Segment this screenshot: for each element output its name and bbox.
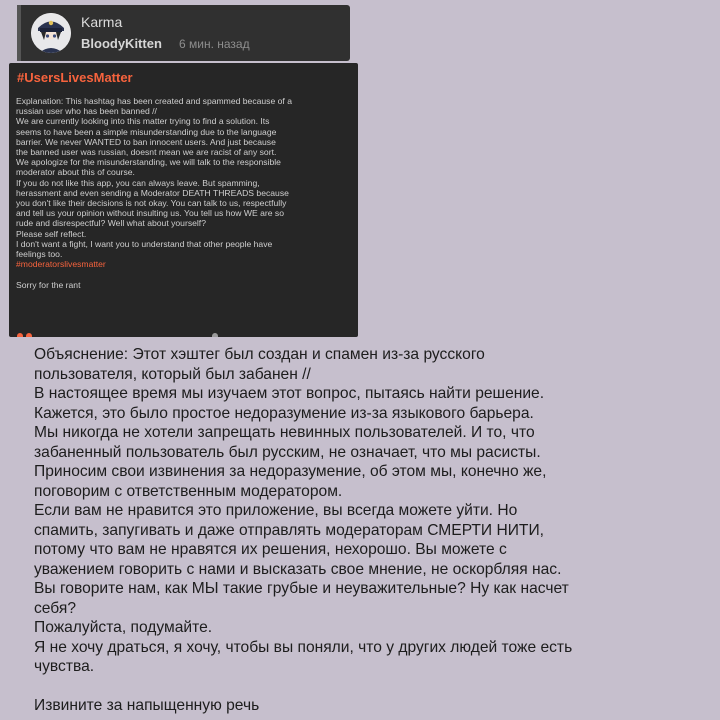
translation-line: В настоящее время мы изучаем этот вопрос, пытаясь найти решение. xyxy=(34,385,545,402)
post-line: the banned user was russian, doesnt mean we are racist of any sort. xyxy=(16,147,277,158)
translation-line: спамить, запугивать и даже отправлять модераторам СМЕРТИ НИТИ, xyxy=(34,521,544,539)
post-closing: Sorry for the rant xyxy=(16,279,81,290)
translation-line: Кажется, это было простое недоразумение из-за языкового барьера. xyxy=(34,404,534,422)
post-line: seems to have been a simple misunderstanding due to the language xyxy=(16,126,277,137)
translation-closing: Извините за напыщенную речь xyxy=(34,697,260,714)
translation-line: Приносим свои извинения за недоразумение, об этом мы, конечно же, xyxy=(34,463,547,480)
translation-line: Пожалуйста, подумайте. xyxy=(34,619,213,636)
translation-line: Мы никогда не хотели запрещать невинных пользователей. И то, что xyxy=(34,424,535,441)
translation-line: себя? xyxy=(34,599,76,617)
comment-icon[interactable] xyxy=(212,333,218,337)
translation-line: забаненный пользователь был русским, не означает, что мы расисты. xyxy=(34,443,541,461)
translation-line: Если вам не нравится это приложение, вы всегда можете уйти. Но xyxy=(34,502,518,519)
header-accent-bar xyxy=(17,5,21,61)
post-line: you don't like their decisions is not okay. You can talk to us, respectfully xyxy=(16,198,287,209)
post-line: feelings too. xyxy=(16,249,63,260)
post-line: rude and disrespectful? Well what about yourself? xyxy=(16,218,206,229)
post-line: herassment and even sending a Moderator DEATH THREADS because xyxy=(16,187,289,198)
translation-line: Объяснение: Этот хэштег был создан и спамен из-за русского xyxy=(34,346,485,363)
post-line: We are currently looking into this matter trying to find a solution. Its xyxy=(16,116,270,127)
post-body xyxy=(16,96,354,290)
post-line: Please self reflect. xyxy=(16,228,87,239)
post-line: moderator about this of course. xyxy=(16,167,135,178)
post-line: and tell us your opinion without insulting us. You tell us how WE are so xyxy=(16,208,284,219)
post-line: We apologize for the misunderstanding, we will talk to the responsible xyxy=(16,157,281,168)
post-line: I don't want a fight, I want you to understand that other people have xyxy=(16,238,273,249)
post-line: barrier. We never WANTED to ban innocent users. And just because xyxy=(16,136,276,147)
post-author-header[interactable] xyxy=(17,5,350,61)
post-line: If you do not like this app, you can always leave. But spamming, xyxy=(16,177,260,188)
translation-text xyxy=(34,345,694,716)
like-icon[interactable] xyxy=(17,333,23,337)
post-title-hashtag[interactable]: #UsersLivesMatter xyxy=(17,70,133,85)
anime-character-avatar-icon xyxy=(31,13,71,53)
translation-line: пользователя, который был забанен // xyxy=(34,365,311,383)
post-footer-icons xyxy=(17,333,217,337)
translation-line: Я не хочу драться, я хочу, чтобы вы поняли, что у других людей тоже есть xyxy=(34,638,573,656)
blank-line xyxy=(16,269,354,279)
translation-line: потому что вам не нравятся их решения, нехорошо. Вы можете с xyxy=(34,541,507,558)
post-line: Explanation: This hashtag has been created and spammed because of a xyxy=(16,96,292,106)
author-name[interactable]: Karma xyxy=(81,14,123,30)
translation-line: поговорим с ответственным модератором. xyxy=(34,482,343,500)
post-hashtag-link[interactable]: #moderatorslivesmatter xyxy=(16,259,106,270)
post-card[interactable] xyxy=(9,63,358,337)
like-icon[interactable] xyxy=(26,333,32,337)
post-timestamp: 6 мин. назад xyxy=(179,37,250,51)
translation-line: уважением говорить с нами и высказать свое мнение, не оскорбляя нас. xyxy=(34,560,562,578)
translation-line: чувства. xyxy=(34,658,95,675)
blank-line xyxy=(34,677,694,697)
translation-line: Вы говорите нам, как МЫ такие грубые и неуважительные? Ну как насчет xyxy=(34,580,569,597)
avatar[interactable] xyxy=(31,13,71,53)
username[interactable]: BloodyKitten xyxy=(81,36,162,51)
post-line: russian user who has been banned // xyxy=(16,106,157,117)
